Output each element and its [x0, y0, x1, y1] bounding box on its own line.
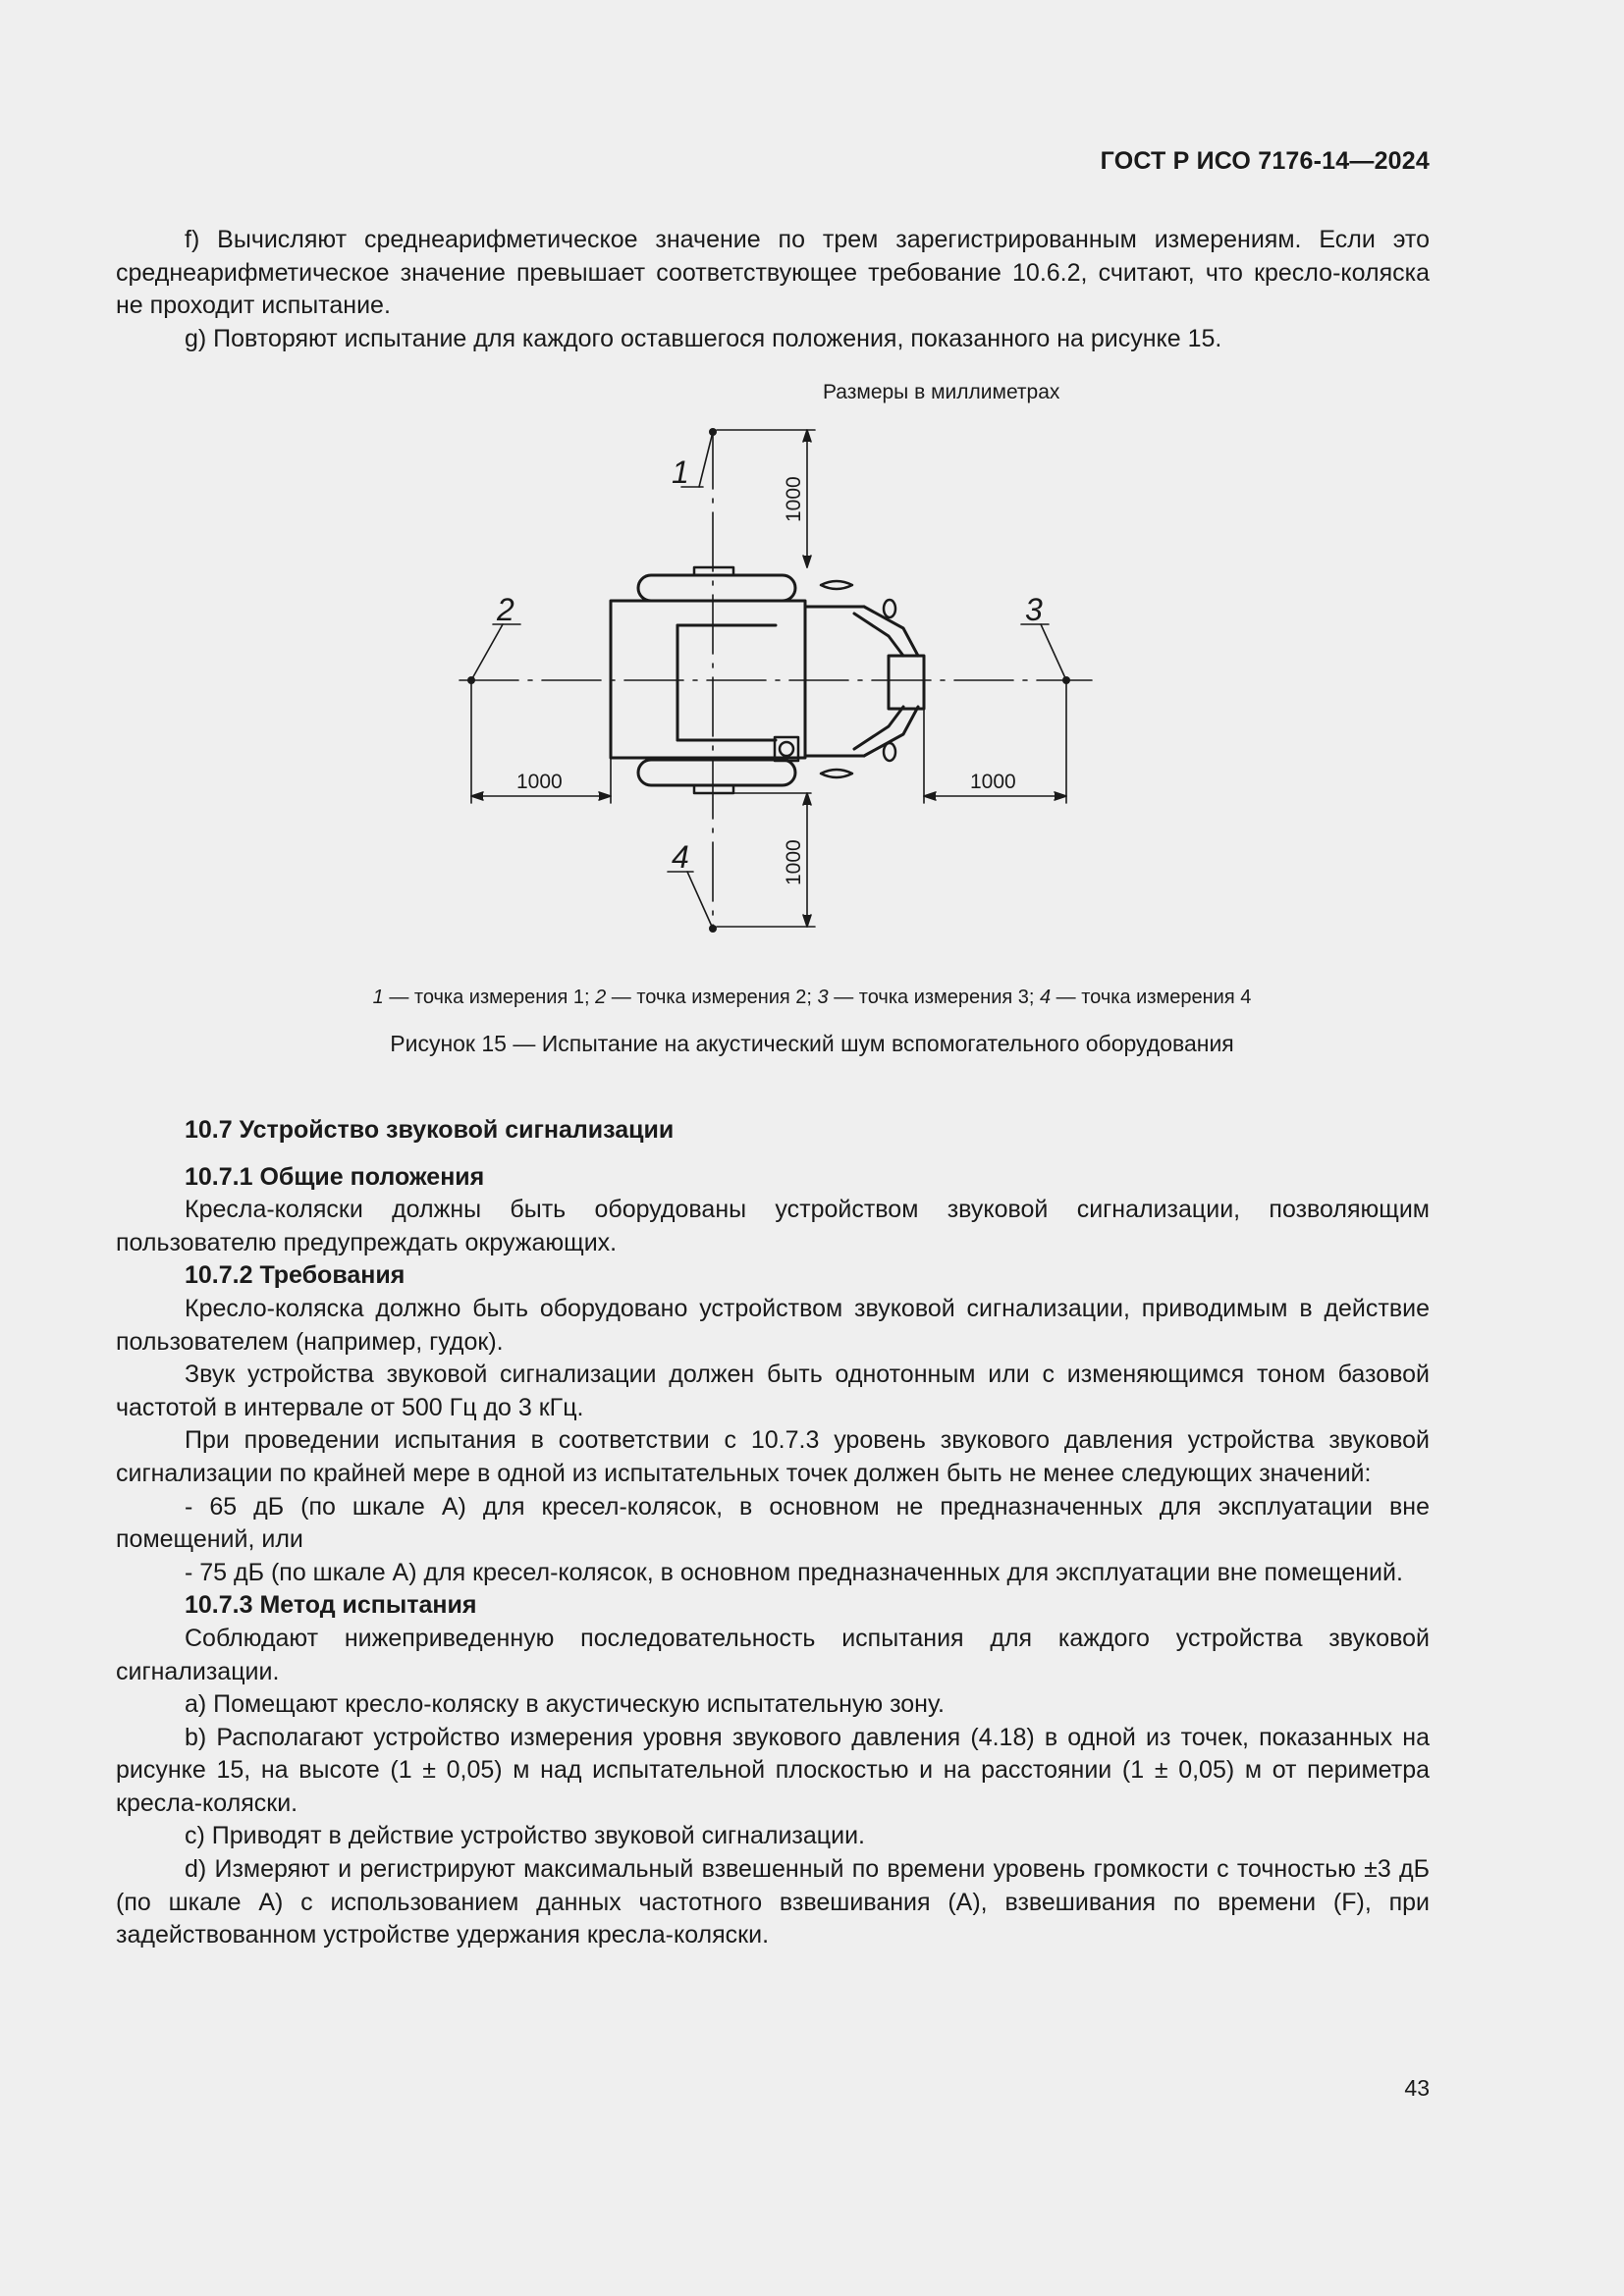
heading-10-7-3: 10.7.3 Метод испытания: [185, 1591, 477, 1620]
legend-text-4: — точка измерения 4: [1051, 987, 1252, 1008]
leader-point-4: [687, 872, 713, 929]
point-label-1: 1: [672, 454, 689, 490]
step-b: b) Располагают устройство измерения уровня звукового давления (4.18) в одной из точек, показанных на рисунке 15, на высоте (1 ± 0,05) м над испытательной плоскостью и на расстоянии (1 ± 0,05) м от периметра кресла-коляски.: [116, 1723, 1430, 1817]
legend-num-1: 1: [372, 987, 384, 1008]
step-d: d) Измеряют и регистрируют максимальный взвешенный по времени уровень громкости с точностью ±3 дБ (по шкале А) с использованием данных частотного взвешивания (А), взвешивания по времени (F), при задействованном устройстве удержания кресла-коляски.: [116, 1855, 1430, 1949]
leader-point-1: [699, 432, 713, 487]
dimension-value-right: 1000: [970, 771, 1016, 793]
heading-10-7: 10.7 Устройство звуковой сигнализации: [185, 1116, 675, 1144]
figure-15-diagram: [0, 0, 1624, 982]
paragraph-10-7-2-d: - 65 дБ (по шкале А) для кресел-колясок, в основном не предназначенных для эксплуатации вне помещений, или: [116, 1492, 1430, 1554]
figure-title: Рисунок 15 — Испытание на акустический шум вспомогательного оборудования: [390, 1031, 1234, 1056]
page-number: 43: [1404, 2075, 1430, 2101]
point-label-4: 4: [672, 839, 689, 875]
section-10-7: [116, 1114, 1430, 1952]
dimension-value-top: 1000: [783, 476, 805, 522]
heading-10-7-2: 10.7.2 Требования: [185, 1261, 406, 1290]
point-label-3: 3: [1025, 592, 1043, 627]
heading-10-7-1: 10.7.1 Общие положения: [185, 1162, 485, 1191]
paragraph-10-7-3: Соблюдают нижеприведенную последовательность испытания для каждого устройства звуковой сигнализации.: [116, 1624, 1430, 1685]
dimension-value-left: 1000: [516, 771, 563, 793]
dimensions-caption: Размеры в миллиметрах: [823, 381, 1060, 403]
figure-legend: [0, 987, 1624, 1009]
step-a: a) Помещают кресло-коляску в акустическую испытательную зону.: [185, 1690, 945, 1719]
paragraph-10-7-2-a: Кресло-коляска должно быть оборудовано устройством звуковой сигнализации, приводимым в действие пользователем (например, гудок).: [116, 1294, 1430, 1356]
measurement-point-4: [709, 925, 717, 933]
legend-num-2: 2: [595, 987, 607, 1008]
paragraph-f: f) Вычисляют среднеарифметическое значение по трем зарегистрированным измерениям. Если это среднеарифметическое значение превышает соответствующее требование 10.6.2, считают, что кресло-коляска не проходит испытание.: [116, 226, 1430, 320]
step-c: c) Приводят в действие устройство звуковой сигнализации.: [185, 1822, 865, 1850]
paragraph-10-7-2-b: Звук устройства звуковой сигнализации должен быть однотонным или с изменяющимся тоном базовой частотой в интервале от 500 Гц до 3 кГц.: [116, 1361, 1430, 1421]
measurement-point-3: [1062, 676, 1070, 684]
leader-point-3: [1041, 624, 1066, 680]
measurement-point-1: [709, 428, 717, 436]
legend-text-2: — точка измерения 2;: [606, 987, 818, 1008]
paragraph-10-7-2-c: При проведении испытания в соответствии с 10.7.3 уровень звукового давления устройства звуковой сигнализации по крайней мере в одной из испытательных точек должен быть не менее следующих значений:: [116, 1426, 1430, 1487]
legend-num-3: 3: [817, 987, 829, 1008]
dimension-value-bottom: 1000: [783, 839, 805, 885]
legend-text-1: — точка измерения 1;: [383, 987, 596, 1008]
paragraph-g: g) Повторяют испытание для каждого оставшегося положения, показанного на рисунке 15.: [185, 324, 1222, 352]
leader-point-2: [471, 624, 503, 680]
paragraph-10-7-1: Кресла-коляски должны быть оборудованы устройством звуковой сигнализации, позволяющим пользователю предупреждать окружающих.: [116, 1196, 1430, 1256]
document-code: ГОСТ Р ИСО 7176-14—2024: [1100, 147, 1430, 175]
paragraph-10-7-2-e: - 75 дБ (по шкале А) для кресел-колясок, в основном предназначенных для эксплуатации вне помещений.: [185, 1558, 1403, 1586]
legend-text-3: — точка измерения 3;: [828, 987, 1040, 1008]
measurement-point-2: [467, 676, 475, 684]
legend-num-4: 4: [1040, 987, 1052, 1008]
point-label-2: 2: [497, 592, 514, 627]
